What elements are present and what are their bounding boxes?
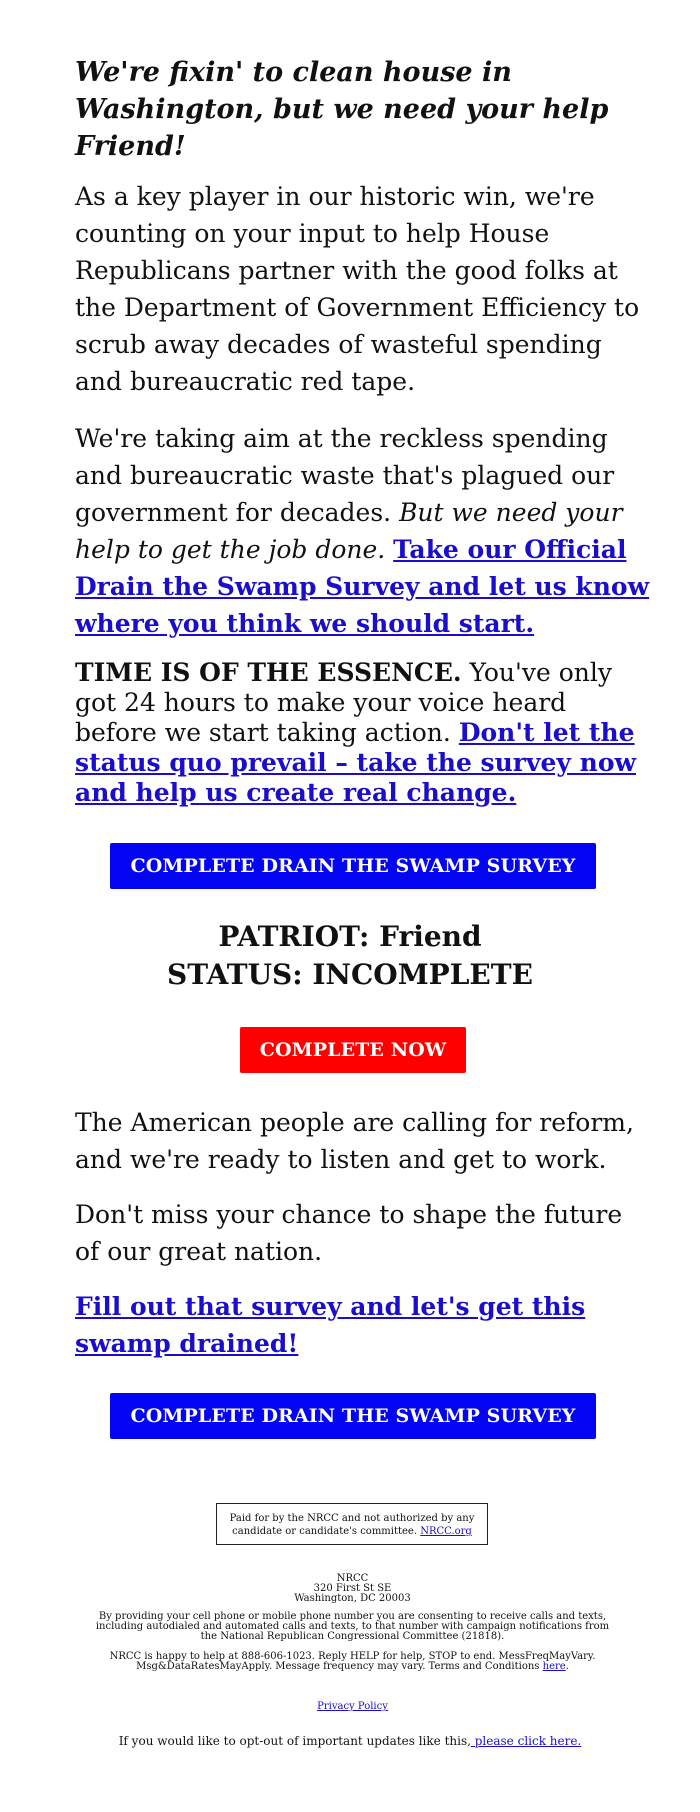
footer-consent: By providing your cell phone or mobile phone number you are consenting to receive calls and texts, including autodialed and automated calls and texts, to that number with campaign notifications from the National Republican Congressional Committee (21818).: [95, 1611, 610, 1642]
future-paragraph: Don't miss your chance to shape the future of our great nation.: [75, 1200, 623, 1266]
status-label: STATUS: INCOMPLETE: [167, 958, 533, 991]
optout-link[interactable]: please click here.: [470, 1734, 582, 1748]
footer-help-text: NRCC is happy to help at 888-606-1023. Reply HELP for help, STOP to end. MessFreqMayVary. Msg&DataRatesMayApply. Message frequency may vary. Terms and Conditions: [109, 1651, 596, 1672]
reform-paragraph: The American people are calling for reform, and we're ready to listen and get to work.: [75, 1108, 634, 1174]
status-quo-link[interactable]: Don't let the status quo prevail – take the survey now and help us create real change.: [75, 718, 637, 807]
complete-survey-button-bottom[interactable]: COMPLETE DRAIN THE SWAMP SURVEY: [110, 1393, 596, 1439]
terms-link[interactable]: here: [542, 1661, 566, 1672]
intro-paragraph: As a key player in our historic win, we're counting on your input to help House Republicans partner with the good folks at the Department of Government Efficiency to scrub away decades of wasteful spending and bureaucratic red tape.: [75, 182, 640, 396]
footer-help: [95, 1652, 610, 1672]
nrcc-site-link[interactable]: NRCC.org: [420, 1526, 472, 1537]
optout-line: [0, 1734, 700, 1748]
patriot-label: PATRIOT: Friend: [218, 920, 482, 953]
optout-text: If you would like to opt-out of important updates like this,: [118, 1734, 471, 1748]
footer-privacy: [95, 1702, 610, 1712]
take-survey-link[interactable]: Take our Official Drain the Swamp Survey and let us know where you think we should start.: [75, 535, 650, 638]
survey-paragraph-italic: But we need your help to get the job done.: [75, 498, 623, 564]
footer-address-line2: Washington, DC 20003: [294, 1593, 411, 1604]
urgency-bold: TIME IS OF THE ESSENCE.: [75, 658, 462, 687]
footer-address-line1: 320 First St SE: [313, 1583, 392, 1594]
disclaimer-text: Paid for by the NRCC and not authorized by any candidate or candidate's committee.: [229, 1513, 475, 1537]
paid-for-disclaimer: [216, 1503, 488, 1545]
privacy-policy-link[interactable]: Privacy Policy: [317, 1701, 388, 1712]
complete-now-button[interactable]: COMPLETE NOW: [240, 1027, 466, 1073]
survey-paragraph: [75, 420, 650, 642]
fill-survey-paragraph: [75, 1288, 650, 1362]
urgency-paragraph: [75, 658, 650, 808]
footer-help-end: .: [565, 1661, 569, 1672]
footer-org: NRCC: [336, 1573, 369, 1584]
fill-survey-link[interactable]: Fill out that survey and let's get this swamp drained!: [75, 1292, 586, 1358]
urgency-text: You've only got 24 hours to make your voice heard before we start taking action.: [75, 658, 613, 747]
complete-survey-button-top[interactable]: COMPLETE DRAIN THE SWAMP SURVEY: [110, 843, 596, 889]
headline: We're fixin' to clean house in Washington, but we need your help Friend!: [75, 57, 609, 162]
survey-paragraph-text: We're taking aim at the reckless spending and bureaucratic waste that's plagued our government for decades.: [75, 424, 615, 527]
